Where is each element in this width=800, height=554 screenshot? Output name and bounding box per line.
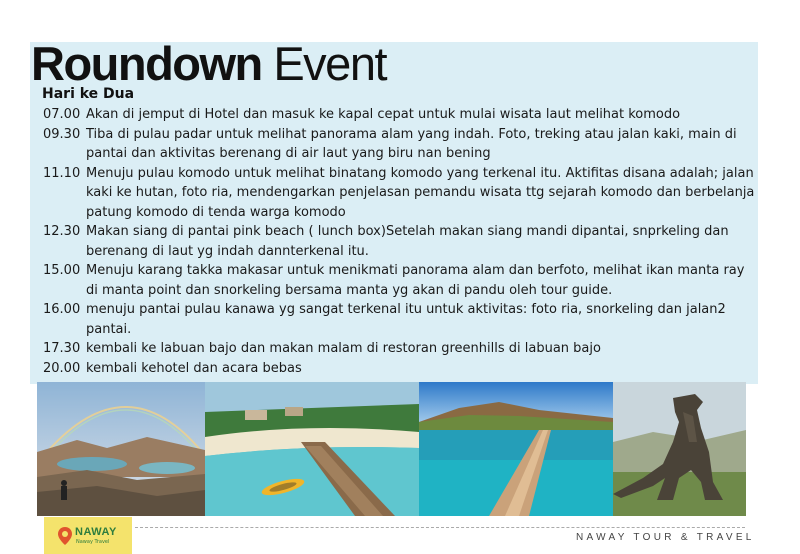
- schedule-item: [43, 125, 755, 164]
- map-pin-icon: [58, 527, 72, 545]
- title-light: Event: [273, 37, 387, 90]
- schedule-text: Makan siang di pantai pink beach ( lunch box)Setelah makan siang mandi dipantai, snprkeling dan berenang di laut yg indah dannterkenal itu.: [86, 224, 729, 259]
- schedule-list: [43, 105, 755, 378]
- photo-long-pier: [419, 382, 613, 516]
- schedule-time: 11.10: [43, 165, 81, 181]
- schedule-text: Tiba di pulau padar untuk melihat panorama alam yang indah. Foto, treking atau jalan kaki, main di pantai dan aktivitas berenang di air laut yang biru nan bening: [86, 126, 737, 161]
- schedule-text: Menuju karang takka makasar untuk menikmati panorama alam dan berfoto, melihat ikan manta ray di manta point dan snorkeling bersama manta yg akan di pandu oleh tour guide.: [86, 263, 745, 298]
- logo-tagline: Naway Travel: [76, 539, 110, 545]
- day-subtitle: Hari ke Dua: [42, 86, 135, 102]
- schedule-time: 15.00: [43, 263, 81, 278]
- schedule-item: [43, 359, 755, 379]
- company-logo: [44, 517, 132, 554]
- schedule-item: [43, 222, 755, 261]
- schedule-item: [43, 300, 755, 339]
- schedule-text: kembali ke labuan bajo dan makan malam di restoran greenhills di labuan bajo: [86, 341, 601, 356]
- schedule-item: [43, 164, 755, 223]
- photo-komodo-dragon: [613, 382, 746, 516]
- schedule-text: Menuju pulau komodo untuk melihat binatang komodo yang terkenal itu. Aktifitas disana adalah; jalan kaki ke hutan, foto ria, mendengarkan penjelasan pemandu wisata ttg sejarah komodo dan berbelanja patung komodo di tenda warga komodo: [86, 165, 755, 220]
- photo-kanawa-pier: [205, 382, 419, 516]
- logo-name: NAWAY: [75, 526, 117, 538]
- photo-strip: [37, 382, 746, 516]
- schedule-time: 12.30: [43, 224, 81, 239]
- schedule-item: [43, 105, 755, 125]
- page-title: [31, 36, 386, 92]
- title-bold: Roundown: [31, 37, 262, 90]
- schedule-text: Akan di jemput di Hotel dan masuk ke kapal cepat untuk mulai wisata laut melihat komodo: [86, 107, 681, 122]
- schedule-item: [43, 261, 755, 300]
- schedule-text: kembali kehotel dan acara bebas: [86, 360, 302, 376]
- schedule-time: 09.30: [43, 126, 81, 142]
- schedule-time: 20.00: [43, 360, 81, 376]
- footer-divider: [135, 527, 745, 528]
- schedule-text: menuju pantai pulau kanawa yg sangat terkenal itu untuk aktivitas: foto ria, snorkeling dan jalan2 pantai.: [86, 302, 726, 337]
- schedule-item: [43, 339, 755, 359]
- photo-padar-island: [37, 382, 205, 516]
- brand-text: NAWAY TOUR & TRAVEL: [576, 532, 755, 543]
- schedule-time: 07.00: [43, 107, 81, 122]
- schedule-time: 17.30: [43, 341, 81, 356]
- schedule-time: 16.00: [43, 302, 81, 317]
